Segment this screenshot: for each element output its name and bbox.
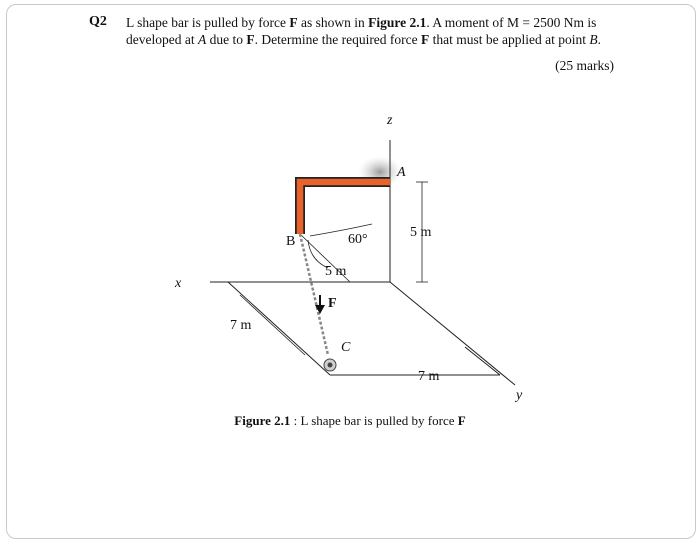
question-text-part: Figure 2.1 — [368, 15, 427, 30]
question-text-part: L shape bar is pulled by force — [126, 15, 290, 30]
question-text-part: F — [246, 32, 255, 47]
question-text-part: F — [289, 15, 298, 30]
question-text-part: A — [197, 32, 207, 47]
figure-2-1 — [160, 100, 540, 410]
x-axis-label: x — [175, 276, 182, 291]
question-text-part: . A moment of M = 2500 Nm is developed at — [126, 15, 597, 47]
force-line — [300, 234, 328, 355]
question-text-part: due to — [206, 32, 247, 47]
question-text-part: B — [589, 32, 598, 47]
dim-x-label: 7 m — [230, 318, 252, 333]
point-b-label: B — [286, 234, 296, 249]
l-shape-bar — [300, 182, 390, 234]
caption-suffix: F — [457, 413, 466, 428]
force-label: F — [328, 296, 337, 311]
y-axis — [390, 282, 515, 385]
caption-prefix: Figure 2.1 — [234, 413, 291, 428]
z-axis-label: z — [387, 113, 393, 128]
figure-caption — [0, 413, 700, 429]
y-axis-label: y — [516, 388, 523, 403]
question-text — [126, 14, 626, 48]
point-a-label: A — [397, 165, 406, 180]
dim-vertical-label: 5 m — [410, 225, 432, 240]
question-text-part: . — [597, 32, 602, 47]
dim-y-label: 7 m — [418, 369, 440, 384]
question-number: Q2 — [89, 14, 107, 29]
marks-label: (25 marks) — [555, 58, 614, 73]
point-c-label: C — [341, 340, 351, 355]
dim-bar-label: 5 m — [325, 264, 347, 279]
question-text-part: F — [421, 32, 430, 47]
question-text-part: that must be applied at point — [429, 32, 590, 47]
angle-label: 60° — [348, 232, 368, 247]
caption-text: : L shape bar is pulled by force — [290, 413, 458, 428]
ground-line — [465, 347, 500, 375]
anchor-c — [328, 363, 333, 368]
question-text-part: . Determine the required force — [254, 32, 422, 47]
question-text-part: as shown in — [297, 15, 369, 30]
l-shape-bar — [300, 182, 390, 234]
